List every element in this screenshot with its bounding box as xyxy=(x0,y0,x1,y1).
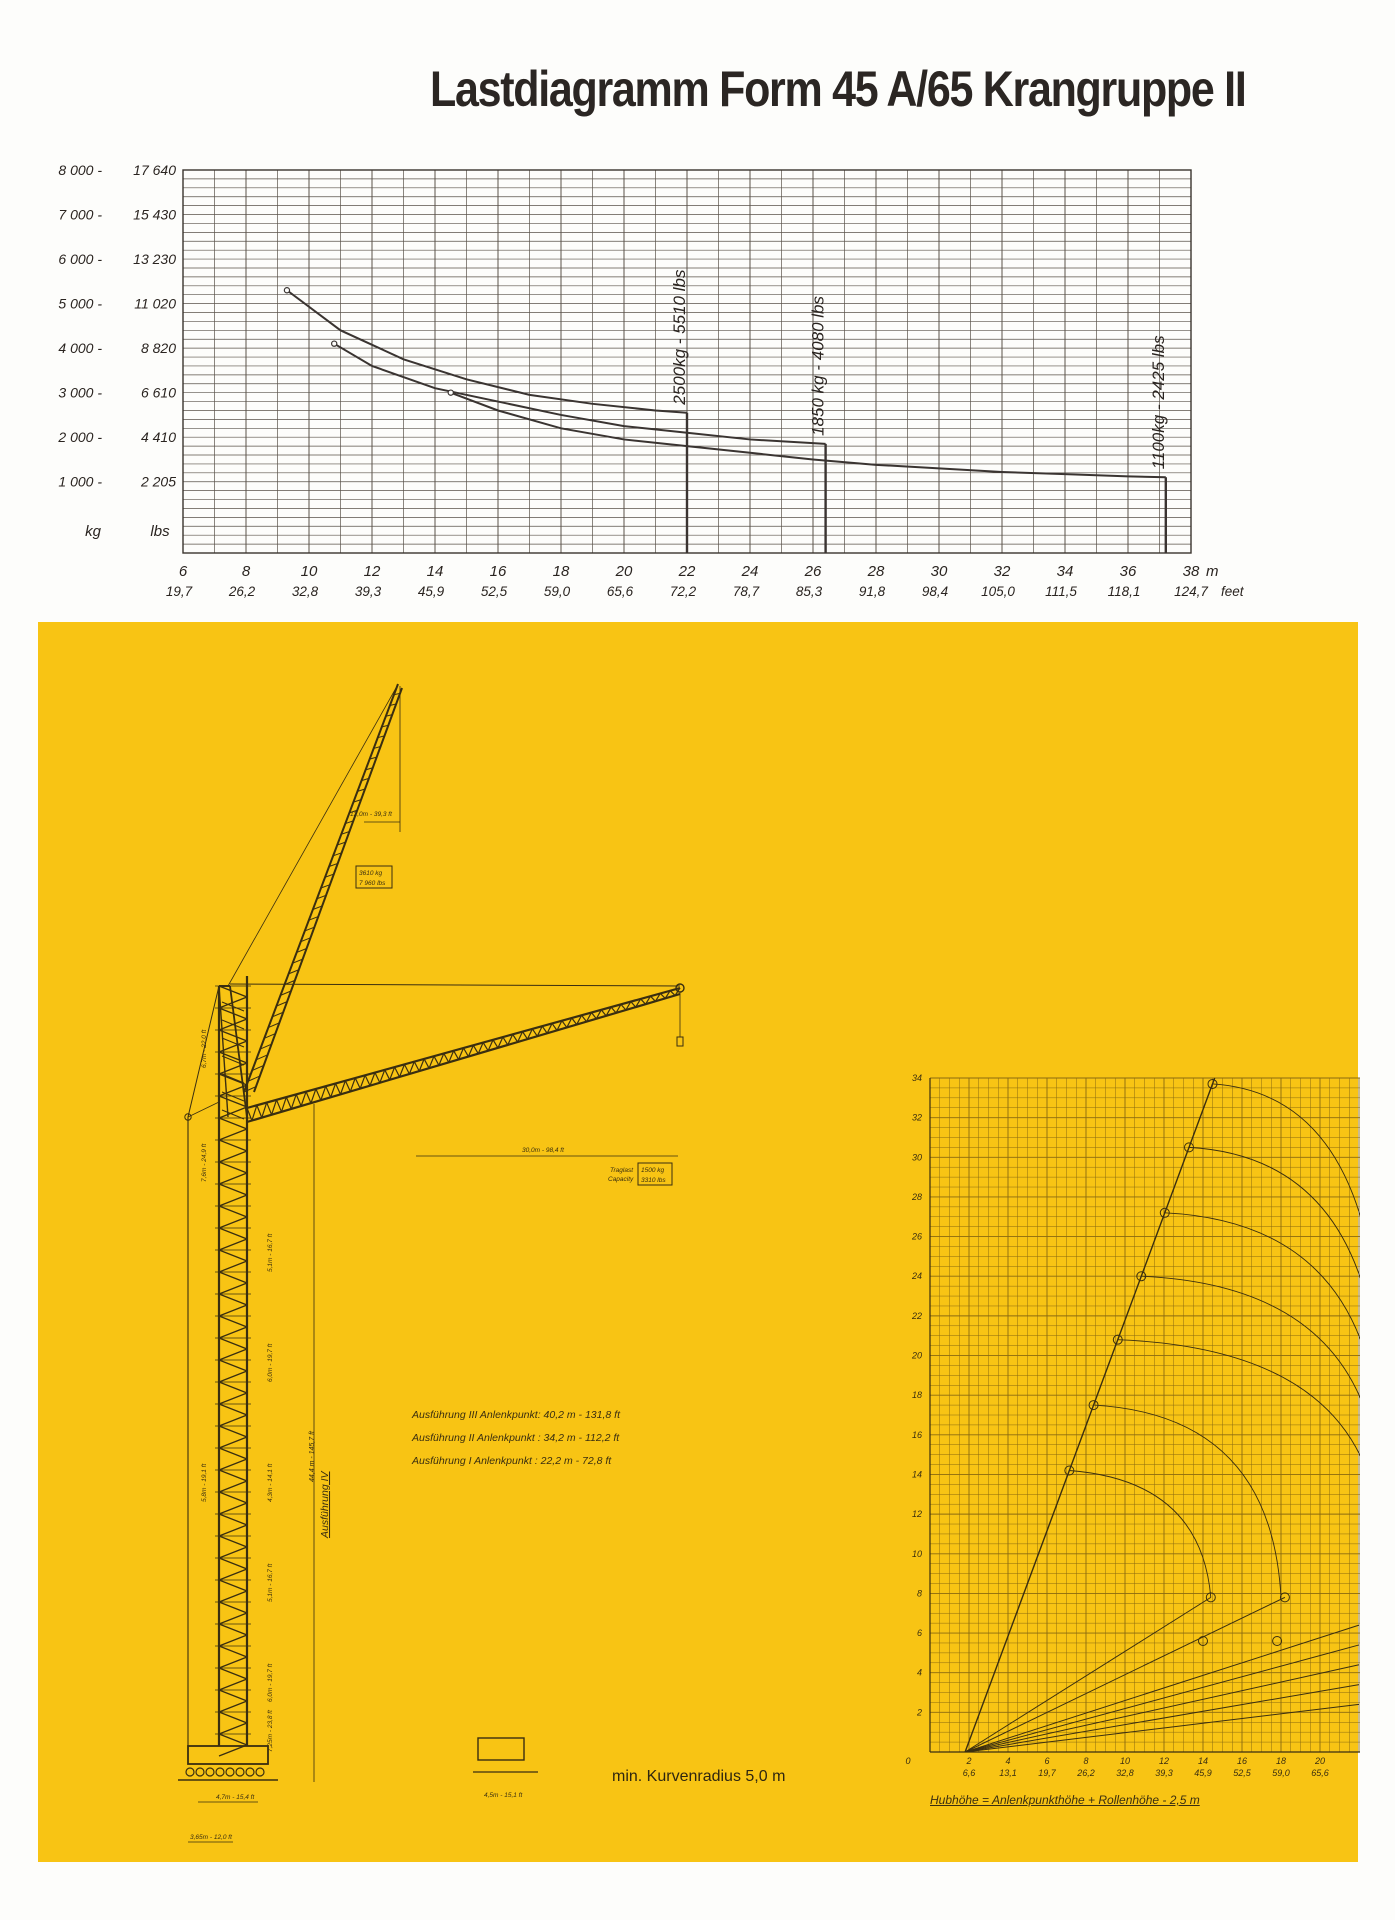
jib-lacing xyxy=(641,999,646,1004)
x-tick-label: 0 xyxy=(905,1756,911,1766)
x-tick-label: 32 xyxy=(993,563,1011,580)
jib-lacing xyxy=(483,1043,488,1051)
y-tick-label: 7 000 - xyxy=(58,206,102,223)
jib-lacing xyxy=(542,1026,547,1033)
x-tick-label-feet: 52,5 xyxy=(1233,1768,1251,1778)
x-tick-label-feet: 59,0 xyxy=(1272,1768,1290,1778)
note-line: Ausführung I Anlenkpunkt : 22,2 m - 72,8 ft xyxy=(412,1455,612,1467)
jib-lacing xyxy=(296,1094,301,1106)
jib-tip-dimension: 12,0m - 39,3 ft xyxy=(350,811,392,818)
capacity-label: 1850 kg - 4080 lbs xyxy=(808,295,828,436)
x-tick-label-feet: 85,3 xyxy=(795,584,823,599)
x-tick-label: 14 xyxy=(426,563,444,580)
y-tick-label-lbs: 4 410 xyxy=(140,429,176,446)
jib-lacing xyxy=(650,996,655,1001)
x-tick-label: 6 xyxy=(178,563,188,580)
jib-lacing xyxy=(395,1067,400,1077)
tower-lacing xyxy=(219,1129,247,1140)
x-tick-label: 20 xyxy=(615,563,633,580)
tower-lacing xyxy=(219,1426,247,1437)
jib-lacing xyxy=(345,1081,350,1092)
x-tick-label: 8 xyxy=(241,563,251,580)
y-tick-label: 12 xyxy=(911,1509,922,1520)
jib-lacing xyxy=(611,1007,616,1013)
x-tick-label: 20 xyxy=(1314,1756,1326,1766)
tower-lacing xyxy=(219,1272,247,1283)
y-tick-label-lbs: 6 610 xyxy=(140,384,176,401)
jib-lacing xyxy=(336,1083,341,1094)
x-tick-label: 8 xyxy=(1083,1756,1089,1766)
height-arc xyxy=(1189,1147,1360,1395)
x-tick-label: 36 xyxy=(1119,563,1137,580)
tower-lacing xyxy=(219,1294,247,1305)
carriage-dimension: 4,5m - 15,1 ft xyxy=(484,1792,523,1799)
jib-lacing xyxy=(365,1075,370,1085)
height-arc xyxy=(1141,1276,1360,1490)
track-dimension: 3,65m - 12,0 ft xyxy=(190,1834,232,1841)
tower-lacing xyxy=(219,1217,247,1228)
tower-lacing xyxy=(219,1734,247,1745)
x-tick-label-feet: 26,2 xyxy=(1077,1768,1095,1778)
x-tick-label-feet: 32,8 xyxy=(1116,1768,1134,1778)
jib-capacity-kg: 3610 kg xyxy=(359,870,383,877)
tower-lacing xyxy=(219,1536,247,1547)
jib-lacing xyxy=(414,1062,419,1071)
y-tick-label-lbs: 8 820 xyxy=(140,340,176,357)
jib-lacing xyxy=(601,1010,606,1016)
boom-angle-line xyxy=(965,1704,1359,1752)
y-tick-label: 1 000 - xyxy=(58,473,102,490)
tower-lacing xyxy=(219,1107,247,1118)
x-tick-label-feet: 72,2 xyxy=(669,584,697,599)
tower-lacing xyxy=(219,1173,247,1184)
y-tick-label: 10 xyxy=(911,1548,922,1559)
jib-lacing xyxy=(306,1092,311,1103)
tower-lacing xyxy=(219,1723,247,1734)
y-tick-label: 22 xyxy=(911,1310,922,1321)
jib-lacing xyxy=(503,1037,508,1045)
jib-lacing xyxy=(326,1086,331,1097)
tower-lacing xyxy=(219,1492,247,1503)
tower-lacing xyxy=(219,1547,247,1558)
x-tick-label-feet: 124,7 xyxy=(1174,584,1208,599)
y-tick-label: 5 000 - xyxy=(58,295,102,312)
tower-lacing xyxy=(219,1558,247,1569)
x-tick-label-feet: 98,4 xyxy=(921,584,949,599)
dimension-section: 5,1m - 16,7 ft xyxy=(267,1563,274,1602)
tower-lacing xyxy=(219,1140,247,1151)
tower-lacing xyxy=(219,1393,247,1404)
dimension-section: 6,0m - 19,7 ft xyxy=(267,1663,274,1702)
bogie-wheel xyxy=(196,1768,204,1776)
x-tick-label: 28 xyxy=(867,563,885,580)
tower-lacing xyxy=(219,1481,247,1492)
jib-lacing xyxy=(670,991,675,996)
tower-lacing xyxy=(219,1657,247,1668)
dimension-section: 5,8m - 19,1 ft xyxy=(201,1463,208,1502)
tower-lacing xyxy=(219,1118,247,1129)
curve-start-point xyxy=(448,390,453,395)
jib-capacity-lbs: 7 960 lbs xyxy=(359,880,386,887)
capacity-label: 2500kg - 5510 lbs xyxy=(670,269,689,405)
bogie-wheel xyxy=(186,1768,194,1776)
x-tick-label: 6 xyxy=(1044,1756,1050,1766)
jib-lacing xyxy=(316,1089,321,1100)
x-tick-label: 16 xyxy=(1236,1756,1248,1766)
x-tick-label-feet: 111,5 xyxy=(1045,584,1077,599)
load-diagram-chart xyxy=(0,150,1395,610)
x-tick-label: 24 xyxy=(741,563,759,580)
curve-start-point xyxy=(284,288,289,293)
x-tick-label: 12 xyxy=(1158,1756,1170,1766)
tower-lacing xyxy=(219,1635,247,1646)
tower-lacing xyxy=(219,986,247,997)
x-tick-label-feet: 59,0 xyxy=(543,584,571,599)
x-tick-label-feet: 78,7 xyxy=(732,584,760,599)
jib-lacing xyxy=(493,1040,498,1048)
jib-lacing xyxy=(621,1004,626,1010)
x-tick-label-feet: 32,8 xyxy=(291,584,319,599)
jib-tie-rod xyxy=(230,984,680,986)
x-tick-label-feet: 45,9 xyxy=(1194,1768,1212,1778)
dimension-top-section: 6,7m - 22,0 ft xyxy=(201,1029,208,1068)
x-tick-label: 10 xyxy=(1119,1756,1131,1766)
tower-lacing xyxy=(219,1668,247,1679)
x-tick-label: 12 xyxy=(363,563,381,580)
jib-lacing xyxy=(375,1073,380,1083)
tower-lacing xyxy=(219,1679,247,1690)
x-tick-label-feet: 45,9 xyxy=(417,584,445,599)
x-tick-label: 4 xyxy=(1005,1756,1011,1766)
x-tick-label-feet: 65,6 xyxy=(606,584,634,599)
curve-start-point xyxy=(332,341,337,346)
tower-lacing xyxy=(219,1382,247,1393)
lift-height-caption: Hubhöhe = Anlenkpunkthöhe + Rollenhöhe - 2,5 m xyxy=(930,1793,1200,1807)
tower-lacing xyxy=(219,1283,247,1294)
jib-lacing xyxy=(582,1015,587,1021)
load-curve xyxy=(334,344,825,444)
tower-lacing xyxy=(219,1360,247,1371)
y-tick-label-lbs: 11 020 xyxy=(134,295,176,312)
dimension-section: 4,3m - 14,1 ft xyxy=(267,1463,274,1502)
y-tick-label: 3 000 - xyxy=(58,384,102,401)
tower-lacing xyxy=(219,1580,247,1591)
y-tick-label: 2 000 - xyxy=(58,429,102,446)
tower-lacing xyxy=(219,1712,247,1723)
luffing-jib-chord xyxy=(254,688,402,1092)
hook-position-marker xyxy=(1280,1593,1289,1602)
tower-lacing xyxy=(219,1371,247,1382)
height-grid xyxy=(930,1078,1360,1752)
jib-lacing xyxy=(523,1032,528,1039)
x-tick-label-feet: 39,3 xyxy=(1155,1768,1173,1778)
bogie-wheel xyxy=(206,1768,214,1776)
y-tick-label: 28 xyxy=(911,1191,922,1202)
jib-lacing xyxy=(660,993,665,998)
min-radius-label: min. Kurvenradius 5,0 m xyxy=(612,1768,786,1785)
x-tick-label-feet: 19,7 xyxy=(1038,1768,1056,1778)
y-unit-label-lbs: lbs xyxy=(150,523,170,540)
tower-lacing xyxy=(219,1448,247,1459)
jib-lacing xyxy=(552,1023,557,1030)
y-tick-label: 24 xyxy=(911,1271,922,1282)
x-tick-label-feet: 91,8 xyxy=(858,584,886,599)
x-tick-label-feet: 118,1 xyxy=(1107,584,1141,599)
tower-lacing xyxy=(219,1338,247,1349)
tower-lacing xyxy=(219,1206,247,1217)
tower-lacing xyxy=(219,1470,247,1481)
dimension-section: 5,1m - 16,7 ft xyxy=(267,1233,274,1272)
dimension-total-height: 44,4 m - 145,7 ft xyxy=(309,1431,316,1482)
jib-lacing xyxy=(385,1070,390,1080)
capacity-label-en: Capacity xyxy=(608,1176,634,1183)
jib-lacing xyxy=(631,1002,636,1007)
tower-lacing xyxy=(219,1250,247,1261)
x-tick-label: 38 xyxy=(1182,563,1200,580)
capacity-label-de: Traglast xyxy=(610,1167,633,1174)
tower-lacing xyxy=(219,1569,247,1580)
tower-lacing xyxy=(219,1602,247,1613)
jib-lacing xyxy=(454,1051,459,1060)
tower-lacing xyxy=(219,1404,247,1415)
jib-lacing xyxy=(434,1056,439,1065)
jib-lacing xyxy=(277,1100,282,1112)
x-tick-label: 18 xyxy=(552,563,570,580)
tower-lacing xyxy=(219,1096,247,1107)
y-tick-label: 4 000 - xyxy=(58,340,102,357)
tower-head xyxy=(230,986,247,1117)
tower-lacing xyxy=(219,1646,247,1657)
radius-dimension: 30,0m - 98,4 ft xyxy=(522,1147,564,1154)
x-tick-label: 34 xyxy=(1056,563,1074,580)
jib-lacing xyxy=(355,1078,360,1089)
x-tick-label-feet: 26,2 xyxy=(228,584,256,599)
tower-lacing xyxy=(219,1591,247,1602)
tower-lacing xyxy=(219,1151,247,1162)
x-tick-label-feet: 52,5 xyxy=(480,584,508,599)
jib-lacing xyxy=(473,1045,478,1053)
tower-lacing xyxy=(219,1184,247,1195)
note-line: Ausführung II Anlenkpunkt : 34,2 m - 112,2 ft xyxy=(412,1432,620,1444)
bogie-wheel xyxy=(246,1768,254,1776)
x-tick-label-feet: 65,6 xyxy=(1311,1768,1329,1778)
y-tick-label-lbs: 13 230 xyxy=(133,251,176,268)
boom-angle-line xyxy=(965,1665,1359,1752)
boom-angle-line xyxy=(965,1625,1359,1752)
x-unit-label-feet: feet xyxy=(1221,584,1244,599)
tower-head-lacing xyxy=(222,1092,244,1101)
bogie-wheel xyxy=(226,1768,234,1776)
boom-angle-line xyxy=(965,1645,1359,1752)
tower-lacing xyxy=(219,1305,247,1316)
base-width-dimension: 4,7m - 15,4 ft xyxy=(216,1794,255,1801)
jib-lacing xyxy=(562,1021,567,1028)
height-arc xyxy=(1165,1213,1360,1443)
y-tick-label: 6 000 - xyxy=(58,251,102,268)
x-tick-label-feet: 13,1 xyxy=(999,1768,1017,1778)
y-tick-label: 32 xyxy=(911,1112,922,1123)
x-tick-label: 26 xyxy=(804,563,822,580)
stay-line xyxy=(188,1102,219,1117)
y-tick-label: 6 xyxy=(916,1628,922,1639)
tower-lacing xyxy=(219,1514,247,1525)
dimension-section: 7,25m - 23,8 ft xyxy=(267,1710,274,1752)
lift-height-chart xyxy=(900,1060,1360,1780)
jib-lacing xyxy=(286,1097,291,1109)
y-tick-label: 26 xyxy=(911,1231,922,1242)
tower-head-lacing xyxy=(222,1038,244,1047)
y-tick-label: 30 xyxy=(911,1152,922,1163)
tower-lacing xyxy=(219,1415,247,1426)
y-tick-label: 16 xyxy=(911,1429,922,1440)
tower-lacing xyxy=(219,1195,247,1206)
jib-lacing xyxy=(572,1018,577,1025)
y-unit-label: kg xyxy=(85,523,101,540)
height-arc xyxy=(1094,1405,1281,1597)
bogie-wheel xyxy=(236,1768,244,1776)
x-tick-label-feet: 39,3 xyxy=(354,584,382,599)
tower-lacing xyxy=(219,1316,247,1327)
x-tick-label: 30 xyxy=(930,563,948,580)
jib-lacing xyxy=(267,1103,272,1115)
tower-lacing xyxy=(219,1437,247,1448)
page-title: Lastdiagramm Form 45 A/65 Krangruppe II xyxy=(430,61,1246,117)
tower-lacing xyxy=(219,1701,247,1712)
x-tick-label: 22 xyxy=(678,563,696,580)
tower-lacing xyxy=(219,1261,247,1272)
tower-lacing xyxy=(219,1503,247,1514)
hook-block xyxy=(677,1037,683,1046)
x-tick-label-feet: 6,6 xyxy=(962,1768,976,1778)
y-tick-label: 34 xyxy=(911,1073,922,1083)
crane-base xyxy=(188,1746,268,1764)
x-tick-label: 16 xyxy=(489,563,507,580)
tower-lacing xyxy=(219,1690,247,1701)
y-tick-label: 20 xyxy=(911,1350,922,1361)
x-unit-label: m xyxy=(1206,563,1219,580)
jib-lacing xyxy=(404,1064,409,1074)
capacity-kg: 1500 kg xyxy=(641,1167,665,1174)
y-tick-label-lbs: 2 205 xyxy=(140,473,176,490)
tower-lacing xyxy=(219,1525,247,1536)
y-tick-label: 8 xyxy=(916,1588,922,1599)
x-tick-label: 18 xyxy=(1275,1756,1287,1766)
x-tick-label-feet: 105,0 xyxy=(981,584,1015,599)
jib-lacing xyxy=(424,1059,429,1068)
tower-lacing xyxy=(219,1327,247,1338)
tower-lacing xyxy=(219,1624,247,1635)
y-tick-label: 14 xyxy=(911,1469,922,1480)
tower-lacing xyxy=(219,1459,247,1470)
jib-lacing xyxy=(591,1013,596,1019)
tower-lacing xyxy=(219,1162,247,1173)
y-tick-label: 2 xyxy=(916,1707,922,1718)
jib-lacing xyxy=(532,1029,537,1036)
ausfuehrung-notes xyxy=(412,1404,620,1473)
jib-lacing xyxy=(444,1053,449,1062)
dimension-upper-section: 7,6m - 24,9 ft xyxy=(201,1143,208,1182)
tower-lacing xyxy=(219,1239,247,1250)
x-tick-label-feet: 19,7 xyxy=(165,584,193,599)
y-tick-label: 8 000 - xyxy=(58,162,102,178)
tower-lacing xyxy=(219,1349,247,1360)
y-tick-label: 18 xyxy=(911,1390,922,1401)
y-tick-label-lbs: 17 640 xyxy=(133,162,176,178)
x-tick-label: 2 xyxy=(966,1756,972,1766)
ausfuehrung-label: Ausführung IV xyxy=(319,1471,331,1538)
y-tick-label-lbs: 15 430 xyxy=(133,206,176,223)
hook-position-marker xyxy=(1273,1636,1282,1645)
jib-lacing xyxy=(257,1105,262,1117)
y-tick-label: 4 xyxy=(916,1667,922,1678)
jib-lacing xyxy=(464,1048,469,1057)
bogie-wheel xyxy=(256,1768,264,1776)
height-arc xyxy=(1212,1084,1360,1348)
capacity-lbs: 3310 lbs xyxy=(641,1177,666,1184)
x-tick-label: 14 xyxy=(1197,1756,1209,1766)
tower-lacing xyxy=(219,1228,247,1239)
jib-lower-chord xyxy=(247,994,680,1122)
carriage-sketch xyxy=(478,1738,524,1760)
tower-lacing xyxy=(219,1613,247,1624)
bogie-wheel xyxy=(216,1768,224,1776)
x-tick-label: 10 xyxy=(300,563,318,580)
capacity-label: 1100kg - 2425 lbs xyxy=(1148,335,1168,470)
dimension-section: 6,0m - 19,7 ft xyxy=(267,1343,274,1382)
note-line: Ausführung III Anlenkpunkt: 40,2 m - 131,8 ft xyxy=(412,1409,620,1421)
luffing-jib-tie xyxy=(228,688,396,986)
jib-lacing xyxy=(513,1034,518,1042)
